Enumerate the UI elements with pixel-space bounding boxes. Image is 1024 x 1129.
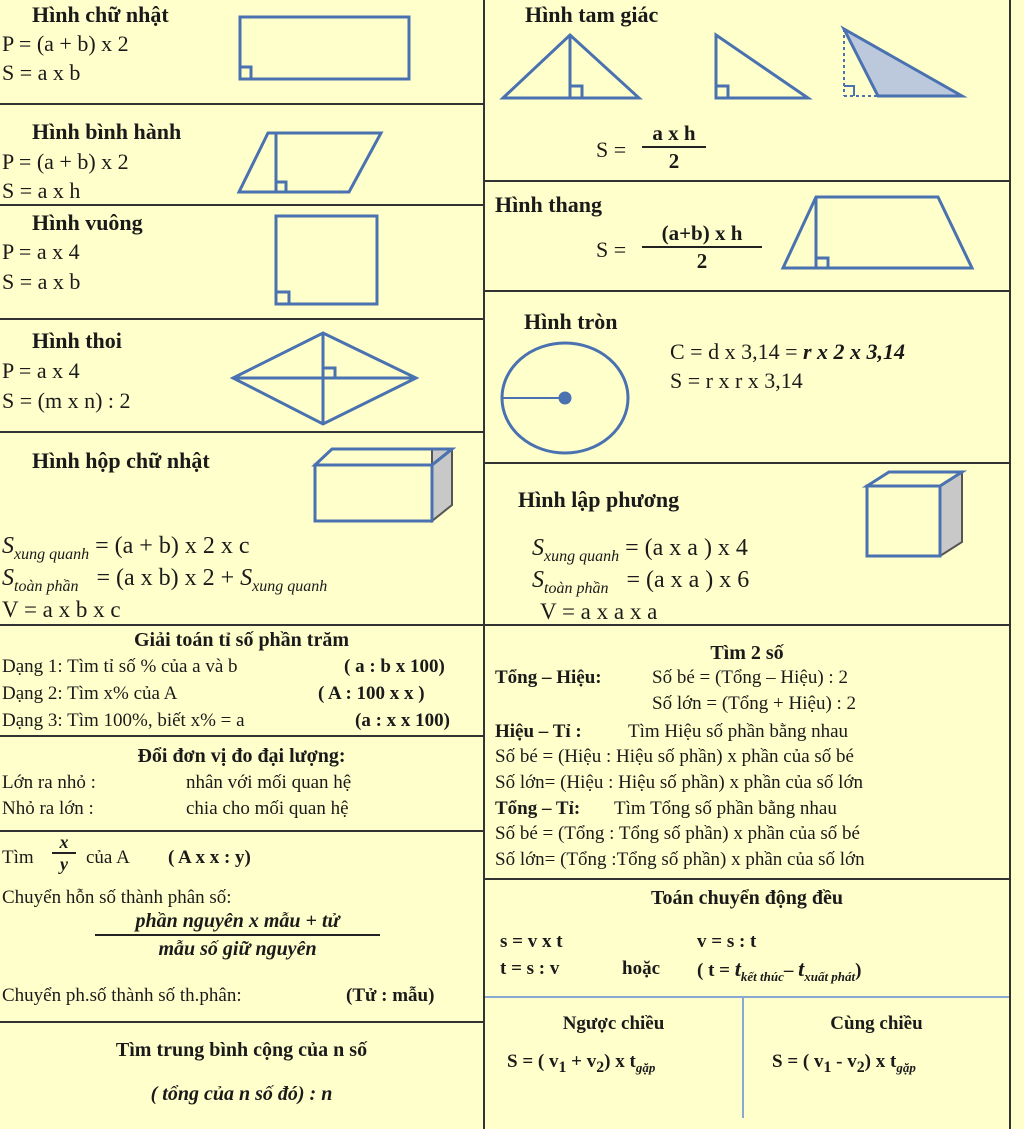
sub: xung quanh (544, 547, 620, 565)
trapezoid-area-label: S = (596, 237, 627, 262)
trapezoid-title: Hình thang (495, 192, 602, 217)
numerator: (a+b) x h (642, 220, 762, 248)
cube-shape (864, 468, 968, 560)
opposite-direction-title: Ngược chiều (562, 1013, 665, 1034)
sub: 1 (558, 1058, 567, 1076)
rectangle-shape (238, 15, 413, 83)
part: ( t = (697, 960, 735, 981)
divider (485, 180, 1009, 182)
sub: xung quanh (14, 545, 90, 563)
mixed-number-label: Chuyển hỗn số thành phân số: (2, 887, 232, 908)
parallelogram-shape (236, 130, 386, 196)
two-numbers-title: Tìm 2 số (710, 642, 784, 664)
numerator: x (52, 832, 76, 854)
circumference-alt: r x 2 x 3,14 (803, 339, 906, 364)
obtuse-triangle-shape (840, 26, 966, 102)
rhombus-shape (230, 330, 420, 430)
mixed-number-formula (95, 908, 380, 962)
units-small-to-big: Nhỏ ra lớn : (2, 798, 94, 819)
diff-ratio-label: Hiệu – Tỉ : (495, 721, 582, 742)
same-direction-formula (772, 1050, 916, 1080)
or-label: hoặc (622, 958, 660, 979)
sym: S (2, 565, 14, 591)
percent-type2: Dạng 2: Tìm x% của A (2, 683, 178, 704)
sum-diff-large: Số lớn = (Tổng + Hiệu) : 2 (652, 693, 857, 714)
same-direction-title: Cùng chiều (830, 1013, 923, 1034)
sub: xuất phát (804, 968, 856, 984)
cube-title: Hình lập phương (518, 487, 680, 512)
divider (0, 103, 483, 105)
numerator: phần nguyên x mẫu + tử (95, 908, 380, 936)
circle-area: S = r x r x 3,14 (670, 368, 803, 393)
divider (0, 624, 1009, 626)
rhs: = (a x a ) x 4 (625, 535, 748, 561)
time-alt-formula (697, 957, 861, 989)
part: - v (831, 1051, 857, 1072)
motion-title: Toán chuyển động đều (650, 887, 844, 909)
numerator: a x h (642, 120, 706, 148)
average-formula: ( tổng của n số đó) : n (150, 1083, 333, 1105)
box-lateral-area (2, 534, 249, 567)
diff-ratio-small: Số bé = (Hiệu : Hiệu số phần) x phần của số bé (495, 746, 854, 767)
circle-shape (498, 340, 632, 458)
find-fraction-label: Tìm (2, 847, 34, 868)
square-shape (274, 214, 380, 308)
divider (0, 1021, 483, 1023)
sub: 1 (823, 1058, 832, 1076)
percent-type1-formula: ( a : b x 100) (344, 656, 445, 677)
units-multiply: nhân với mối quan hệ (186, 772, 352, 793)
percent-type1: Dạng 1: Tìm tỉ số % của a và b (2, 656, 238, 677)
cube-total-area (532, 568, 749, 601)
part: S = ( v (507, 1051, 559, 1072)
cube-lateral-area (532, 536, 748, 569)
sub: kết thúc (740, 968, 784, 984)
square-perimeter: P = a x 4 (2, 239, 80, 264)
part: ) (855, 960, 862, 981)
rectangle-title: Hình chữ nhật (32, 2, 169, 27)
find-fraction-of: của A (86, 847, 130, 868)
sum-ratio-large: Số lớn= (Tổng :Tổng số phần) x phần của số lớn (495, 849, 865, 870)
triangle-shape (500, 32, 642, 102)
divider (0, 204, 483, 206)
square-title: Hình vuông (32, 210, 143, 235)
right-border (1009, 0, 1011, 1129)
circumference: C = d x 3,14 = (670, 339, 803, 364)
circle-title: Hình tròn (524, 309, 618, 334)
sub: gặp (635, 1059, 656, 1075)
rectangle-perimeter: P = (a + b) x 2 (2, 31, 129, 56)
trapezoid-shape (780, 194, 976, 272)
sym: S (532, 567, 544, 593)
part: + v (566, 1051, 597, 1072)
box-volume: V = a x b x c (2, 597, 121, 622)
sub: gặp (896, 1059, 916, 1075)
sub: 2 (596, 1058, 605, 1076)
sum-ratio-small: Số bé = (Tổng : Tổng số phần) x phần của số bé (495, 823, 860, 844)
rhombus-perimeter: P = a x 4 (2, 358, 80, 383)
percent-type2-formula: ( A : 100 x x ) (318, 683, 425, 704)
sum-diff-small: Số bé = (Tổng – Hiệu) : 2 (652, 667, 848, 688)
divider (0, 318, 483, 320)
divider (485, 878, 1009, 880)
fraction-x-over-y (52, 832, 76, 874)
parallelogram-title: Hình bình hành (32, 119, 182, 144)
sub: 2 (856, 1058, 865, 1076)
average-title: Tìm trung bình cộng của n số (115, 1039, 368, 1061)
divider (485, 462, 1009, 464)
sym: S (532, 535, 544, 561)
sym: t (734, 956, 741, 981)
percent-type3-formula: (a : x x 100) (355, 710, 450, 731)
time-formula: t = s : v (500, 958, 560, 979)
center-divider (483, 0, 485, 1129)
percent-type3: Dạng 3: Tìm 100%, biết x% = a (2, 710, 245, 731)
cube-volume: V = a x a x a (540, 599, 658, 624)
find-fraction-formula: ( A x x : y) (168, 847, 251, 868)
trapezoid-area-fraction (642, 220, 762, 274)
triangle-area-fraction (642, 120, 706, 174)
velocity-formula: v = s : t (697, 931, 757, 952)
rhs: = (a x a ) x 6 (626, 567, 750, 593)
divider (0, 431, 483, 433)
part: S = ( v (772, 1051, 824, 1072)
sym: S (2, 533, 14, 559)
square-area: S = a x b (2, 269, 81, 294)
triangle-title: Hình tam giác (525, 2, 659, 27)
rectangle-area: S = a x b (2, 60, 81, 85)
rhombus-title: Hình thoi (32, 328, 122, 353)
diff-ratio-large: Số lớn= (Hiệu : Hiệu số phần) x phần của số lớn (495, 772, 864, 793)
part: – (783, 960, 799, 981)
denominator: y (60, 854, 68, 874)
denominator: 2 (668, 149, 680, 173)
sub: toàn phần (14, 577, 79, 595)
distance-formula: s = v x t (500, 931, 563, 952)
sum-ratio-label: Tổng – Tỉ: (495, 798, 581, 819)
sub: xung quanh (252, 577, 328, 595)
triangle-area-label: S = (596, 137, 627, 162)
right-triangle-shape (712, 32, 812, 102)
divider (485, 290, 1009, 292)
parallelogram-perimeter: P = (a + b) x 2 (2, 149, 129, 174)
sum-ratio-text: Tìm Tổng số phần bằng nhau (614, 798, 837, 819)
sub: toàn phần (544, 579, 609, 597)
box-title: Hình hộp chữ nhật (32, 448, 210, 473)
units-divide: chia cho mối quan hệ (186, 798, 349, 819)
divider (0, 735, 483, 737)
rhombus-area: S = (m x n) : 2 (2, 388, 131, 413)
sym: S (240, 565, 253, 591)
units-big-to-small: Lớn ra nhỏ : (2, 772, 96, 793)
divider (485, 996, 1009, 998)
sum-diff-label: Tổng – Hiệu: (495, 667, 602, 688)
denominator: 2 (696, 249, 708, 273)
opposite-direction-formula (507, 1050, 655, 1080)
decimal-label: Chuyển ph.số thành số th.phân: (2, 985, 242, 1006)
part: ) x t (604, 1051, 636, 1072)
part: ) x t (864, 1051, 897, 1072)
sym: t (798, 956, 805, 981)
circle-circumference (670, 340, 905, 364)
denominator: mẫu số giữ nguyên (158, 938, 317, 960)
parallelogram-area: S = a x h (2, 178, 81, 203)
box-total-area (2, 566, 327, 599)
units-title: Đổi đơn vị đo đại lượng: (137, 745, 346, 767)
rhs: = (a x b) x 2 + (96, 565, 241, 591)
percent-title: Giải toán tỉ số phần trăm (133, 629, 350, 651)
decimal-formula: (Tử : mẫu) (346, 985, 435, 1006)
rhs: = (a + b) x 2 x c (95, 533, 250, 559)
diff-ratio-text: Tìm Hiệu số phần bằng nhau (628, 721, 849, 742)
box-shape (312, 445, 457, 525)
